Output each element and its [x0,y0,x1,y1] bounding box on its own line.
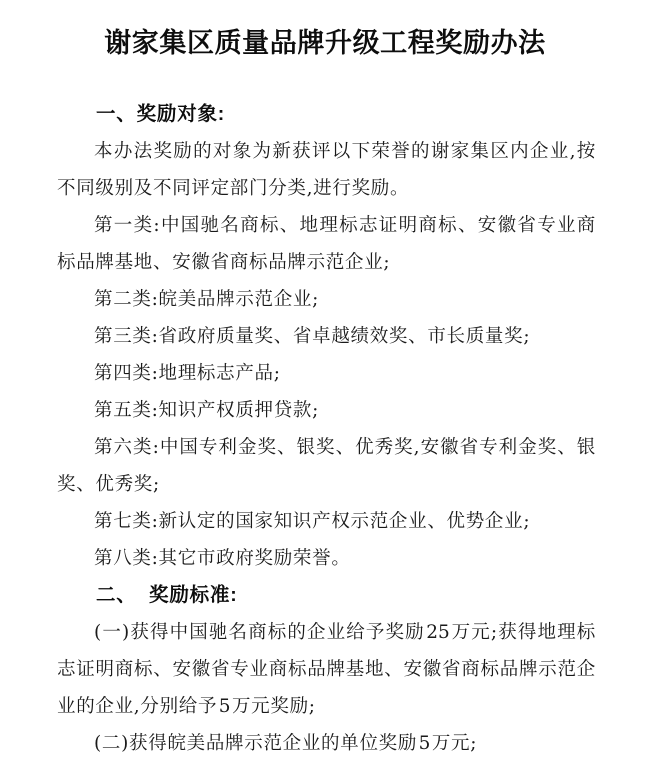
award-amount: 5 [218,696,231,717]
section-1-intro: 本办法奖励的对象为新获评以下荣誉的谢家集区内企业,按不同级别及不同评定部门分类,进行奖励。 [57,141,596,199]
award-category-item: 第七类:新认定的国家知识产权示范企业、优势企业; [94,511,531,532]
award-standard-item [57,614,596,725]
award-category-item: 第五类:知识产权质押贷款; [94,400,320,421]
award-standard-text: 万元奖励; [231,696,316,717]
award-category-item: 第六类:中国专利金奖、银奖、优秀奖,安徽省专利金奖、银奖、优秀奖; [57,437,596,495]
award-category-item: 第八类:其它市政府奖励荣誉。 [94,548,351,569]
award-category-item: 第四类:地理标志产品; [94,363,281,384]
document-body [57,96,596,760]
award-standard-label: (二) [94,733,130,754]
award-category-item: 第三类:省政府质量奖、省卓越绩效奖、市长质量奖; [94,326,531,347]
section-heading-1: 一、奖励对象: [96,103,226,125]
award-amount: 25 [426,622,450,643]
award-standard-label: (一) [94,622,130,643]
award-standard-text: 获得中国驰名商标的企业给予奖励 [129,622,425,643]
award-category-item: 第一类:中国驰名商标、地理标志证明商标、安徽省专业商标品牌基地、安徽省商标品牌示范企业; [57,215,596,273]
award-standard-text: 获得皖美品牌示范企业的单位奖励 [129,733,418,754]
page-title: 谢家集区质量品牌升级工程奖励办法 [104,28,546,58]
award-amount: 5 [418,733,431,754]
award-standard-text: 万元; [431,733,478,754]
award-standard-text: 万元;获得地理标志证明商标、安徽省专业商标品牌基地、安徽省商标品牌示范企业的企业,分别给予 [57,622,596,717]
section-heading-2: 二、 奖励标准: [96,584,238,606]
award-standard-item [57,725,596,760]
award-category-item: 第二类:皖美品牌示范企业; [94,289,320,310]
